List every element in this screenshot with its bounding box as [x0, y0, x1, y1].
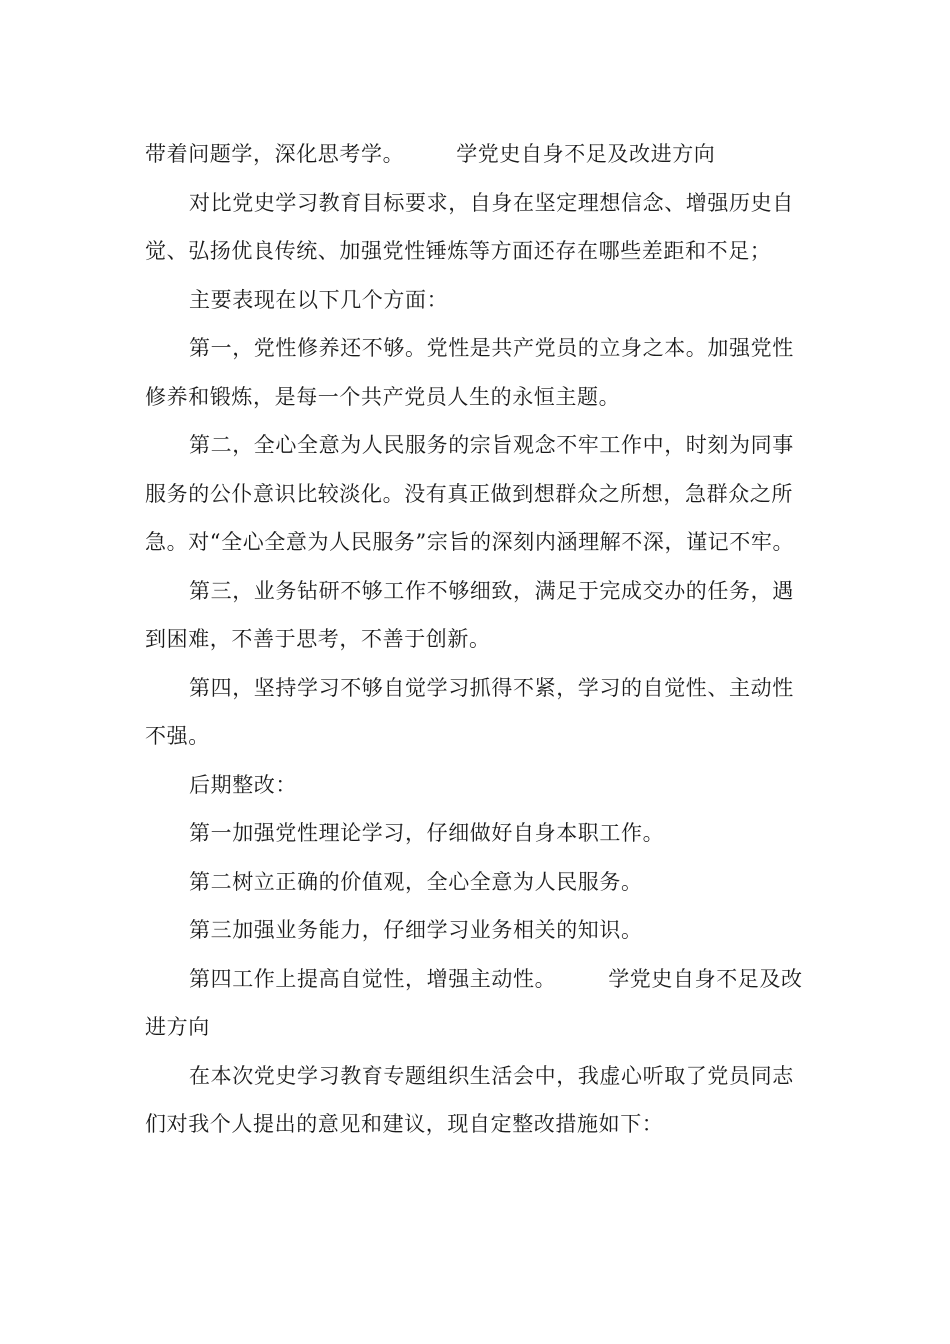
- paragraph-point-one: 第一，党性修养还不够。党性是共产党员的立身之本。加强党性修养和锻炼，是每一个共产党员人生的永恒主题。: [145, 336, 794, 409]
- section-heading-inline: 学党史自身不足及改进方向: [456, 142, 716, 166]
- document-body: [145, 130, 810, 1149]
- paragraph-rectification-heading: 后期整改：: [189, 772, 297, 797]
- paragraph-point-two: 第二，全心全意为人民服务的宗旨观念不牢工作中，时刻为同事服务的公仆意识比较淡化。没有真正做到想群众之所想，急群众之所急。对“全心全意为人民服务”宗旨的深刻内涵理解不深，谨记不牢。: [145, 433, 795, 554]
- paragraph-point-three: 第三，业务钻研不够工作不够细致，满足于完成交办的任务，遇到困难，不善于思考，不善于创新。: [145, 578, 794, 651]
- paragraph-fix-four: [145, 955, 810, 1052]
- paragraph-fix-two: 第二树立正确的价值观，全心全意为人民服务。: [189, 869, 643, 894]
- paragraph-fix-one: 第一加强党性理论学习，仔细做好自身本职工作。: [189, 821, 665, 845]
- paragraph-lead: 第四工作上提高自觉性，增强主动性。: [189, 966, 557, 991]
- paragraph-fix-three: 第三加强业务能力，仔细学习业务相关的知识。: [189, 918, 643, 942]
- section-heading-inline: 学党史自身不足及改进方向: [145, 966, 803, 1039]
- paragraph-study-with-questions: [145, 130, 810, 179]
- paragraph-comparison: 对比党史学习教育目标要求，自身在坚定理想信念、增强历史自觉、弘扬优良传统、加强党性锤炼等方面还存在哪些差距和不足；: [145, 190, 794, 263]
- paragraph-meeting-intro: 在本次党史学习教育专题组织生活会中，我虚心听取了党员同志们对我个人提出的意见和建议，现自定整改措施如下：: [145, 1063, 794, 1136]
- paragraph-lead: 带着问题学，深化思考学。: [145, 142, 405, 166]
- paragraph-main-aspects: 主要表现在以下几个方面：: [189, 287, 449, 312]
- paragraph-point-four: 第四，坚持学习不够自觉学习抓得不紧，学习的自觉性、主动性不强。: [145, 675, 794, 748]
